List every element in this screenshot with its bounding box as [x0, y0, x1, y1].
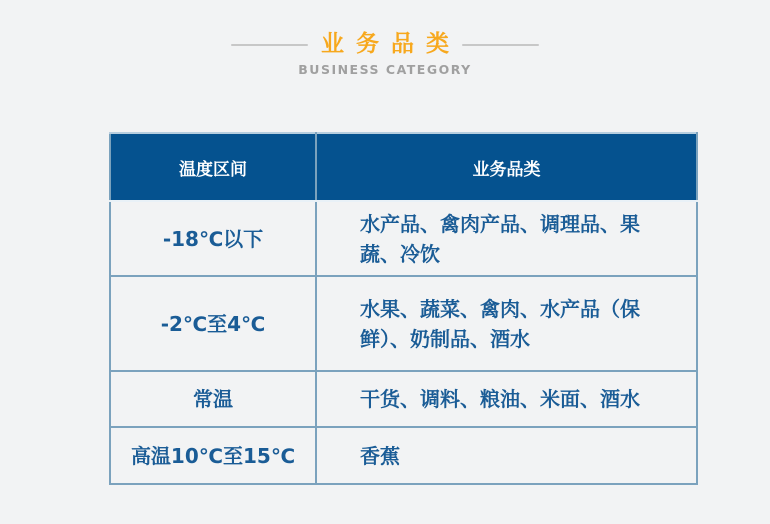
- title-rule-left: [231, 44, 308, 46]
- temperature-cell: -2℃至4℃: [110, 276, 316, 371]
- temperature-cell: 常温: [110, 371, 316, 427]
- page-title: 业务品类: [321, 31, 461, 57]
- business-category-table: [109, 132, 698, 485]
- table-row: [110, 276, 697, 371]
- temperature-cell: 高温10℃至15℃: [110, 427, 316, 484]
- table-row: [110, 427, 697, 484]
- column-header-temperature: 温度区间: [110, 133, 316, 201]
- categories-cell: 水产品、禽肉产品、调理品、果蔬、冷饮: [316, 201, 697, 276]
- categories-cell: 香蕉: [316, 427, 697, 484]
- categories-cell: 干货、调料、粮油、米面、酒水: [316, 371, 697, 427]
- title-block: [0, 30, 770, 77]
- table-row: [110, 201, 697, 276]
- categories-cell: 水果、蔬菜、禽肉、水产品（保鲜）、奶制品、酒水: [316, 276, 697, 371]
- table-header-row: [110, 133, 697, 201]
- title-rule-right: [462, 44, 539, 46]
- column-header-category: 业务品类: [316, 133, 697, 201]
- page-subtitle: BUSINESS CATEGORY: [298, 61, 472, 77]
- temperature-cell: -18℃以下: [110, 201, 316, 276]
- table-row: [110, 371, 697, 427]
